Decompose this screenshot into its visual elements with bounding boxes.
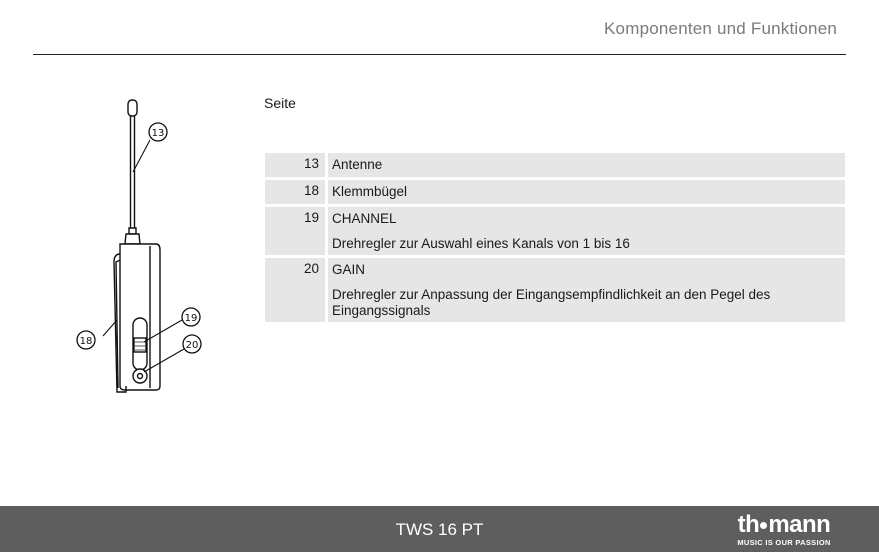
table-row [265,258,845,322]
part-number: 19 [265,207,328,255]
part-name: CHANNEL [332,211,397,226]
part-name: GAIN [332,262,366,277]
callout-19 [182,308,200,326]
page-footer [0,506,879,552]
page-header-title: Komponenten und Funktionen [604,19,837,38]
table-row [265,207,845,255]
callout-13 [149,123,167,141]
part-detail: Drehregler zur Auswahl eines Kanals von 1 bis 16 [332,236,630,251]
table-row [265,180,845,204]
transmitter-diagram [70,96,230,396]
part-name: Klemmbügel [332,184,408,199]
page-side-label: Seite [264,95,296,111]
part-number: 18 [265,180,328,204]
components-table [265,150,845,325]
logo-tagline: MUSIC IS OUR PASSION [737,538,831,547]
svg-text:18: 18 [79,336,93,347]
callout-18 [77,331,95,349]
part-name: Antenne [332,157,383,172]
header-divider [33,54,846,55]
svg-text:13: 13 [151,128,165,139]
callout-20 [183,335,201,353]
part-number: 20 [265,258,328,322]
thomann-logo: th mann MUSIC IS OUR PASSION [729,513,839,547]
svg-text:20: 20 [185,340,199,351]
table-row [265,153,845,177]
part-detail: Drehregler zur Anpassung der Eingangsempfindlichkeit an den Pegel des Eingangssignals [332,287,771,318]
svg-text:19: 19 [184,313,198,324]
part-number: 13 [265,153,328,177]
footer-model-name: TWS 16 PT [395,520,484,539]
